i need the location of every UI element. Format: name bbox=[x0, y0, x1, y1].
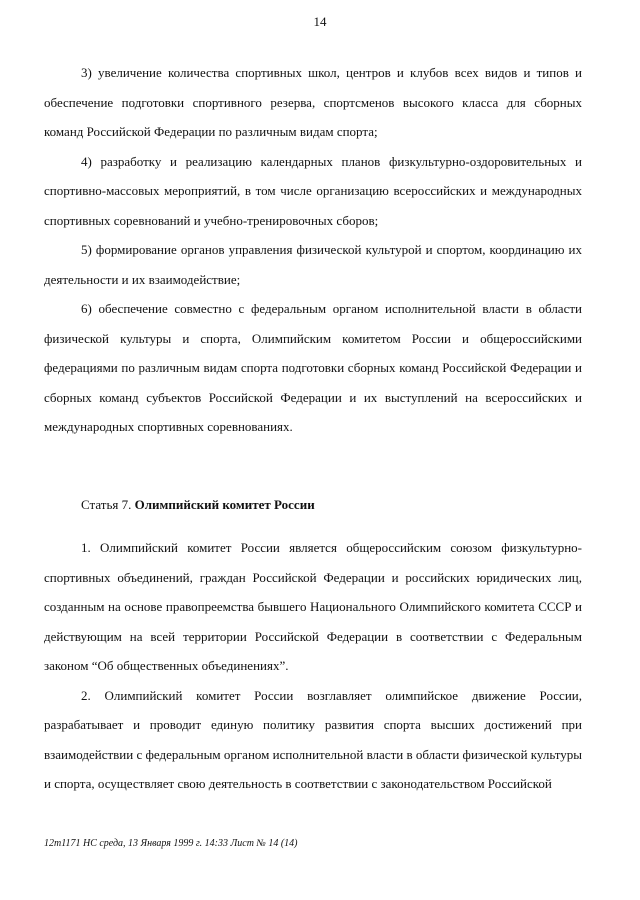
list-item-6: 6) обеспечение совместно с федеральным органом исполнительной власти в области физической культуры и спорта, Олимпийским комитетом России и общероссийскими федерациями по различным видам спорта подготовки сборных команд Российской Федерации и сборных команд субъектов Российской Федерации и их выступлений на всероссийских и международных спортивных соревнованиях. bbox=[44, 301, 582, 434]
article-paragraph-2: 2. Олимпийский комитет России возглавляет олимпийское движение России, разрабатывает и проводит единую политику развития спорта высших достижений при взаимодействии с федеральным органом исполнительной власти в области физической культуры и спорта, осуществляет свою деятельность в соответствии с законодательством Российской bbox=[44, 687, 583, 791]
list-item-4: 4) разработку и реализацию календарных планов физкультурно-оздоровительных и спортивно-массовых мероприятий, в том числе организацию всероссийских и международных спортивных соревнований и учебно-тренировочных сборов; bbox=[44, 153, 582, 228]
article-label: Статья 7. bbox=[81, 497, 132, 512]
article-paragraph-1: 1. Олимпийский комитет России является общероссийским союзом физкультурно-спортивных объединений, граждан Российской Федерации и российских юридических лиц, созданным на основе правопреемства бывшего Национального Олимпийского комитета СССР и действующим на всей территории Российской Федерации в соответствии с Федеральным законом “Об общественных объединениях”. bbox=[44, 540, 582, 673]
article-body-block bbox=[44, 533, 582, 799]
list-item-3: 3) увеличение количества спортивных школ, центров и клубов всех видов и типов и обеспечение подготовки спортивного резерва, спортсменов высокого класса для сборных команд Российской Федерации по различным видам спорта; bbox=[44, 65, 582, 139]
article-title: Олимпийский комитет России bbox=[134, 497, 315, 512]
page-number: 14 bbox=[313, 14, 327, 29]
list-item-5: 5) формирование органов управления физической культурой и спортом, координацию их деятельности и их взаимодействие; bbox=[44, 242, 582, 287]
article-heading-block bbox=[44, 490, 582, 520]
document-footer: 12m1171 НС среда, 13 Января 1999 г. 14:33 Лист № 14 (14) bbox=[44, 838, 298, 849]
article-heading bbox=[44, 490, 582, 520]
list-items-block bbox=[44, 58, 582, 442]
